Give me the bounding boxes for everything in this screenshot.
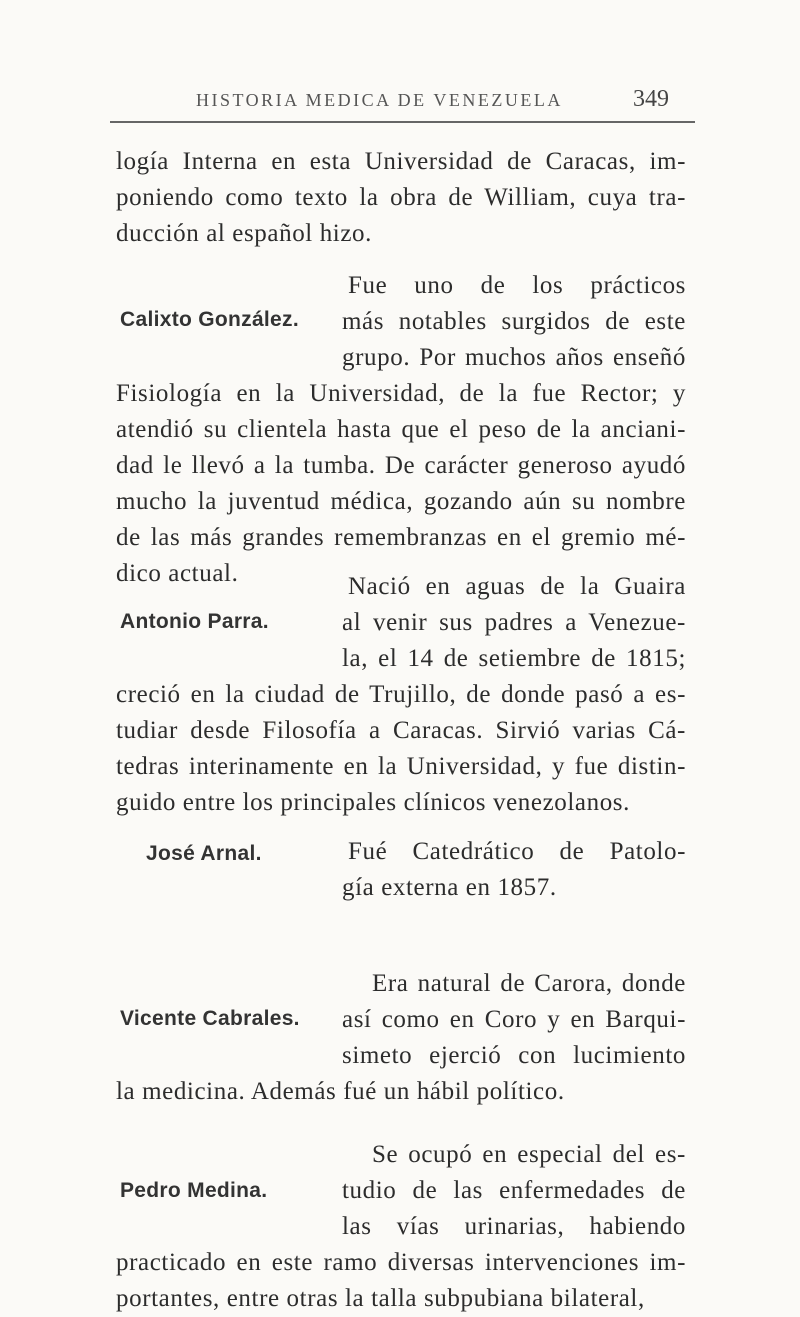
entry-name-pedro-medina: Pedro Medina. [120,1179,268,1202]
text-line: grupo. Por muchos años enseñó [342,344,686,371]
text-line: creció en la ciudad de Trujillo, de donde pasó a es- [116,681,686,708]
text-line: al venir sus padres a Venezue- [342,609,686,636]
text-line: poniendo como texto la obra de William, cuya tra- [116,184,686,211]
entry-body-text [116,376,686,592]
text-line: Nació en aguas de la Guaira [348,573,686,600]
entry-indented-text [342,834,686,906]
text-line: Fué Catedrático de Patolo- [348,838,686,865]
entry-name-antonio-parra: Antonio Parra. [120,610,269,633]
text-line: portantes, entre otras la talla subpubiana bilateral, [116,1285,645,1312]
text-line: tudiar desde Filosofía a Caracas. Sirvió varias Cá- [116,717,686,744]
intro-paragraph [116,144,686,252]
entry-body-text [116,1074,686,1110]
text-line: practicado en este ramo diversas intervenciones im- [116,1249,686,1276]
text-line: simeto ejerció con lucimiento [342,1042,686,1069]
text-line: dad le llevó a la tumba. De carácter generoso ayudó [116,452,686,479]
text-line: Fisiología en la Universidad, de la fue Rector; y [116,380,686,407]
entry-body-text [116,677,686,821]
text-line: ducción al español hizo. [116,220,372,247]
text-line: tudio de las enfermedades de [342,1177,686,1204]
text-line: así como en Coro y en Barqui- [342,1006,686,1033]
entry-name-vicente-cabrales: Vicente Cabrales. [120,1007,300,1030]
header-rule [110,121,695,123]
text-line: guido entre los principales clínicos venezolanos. [116,789,630,816]
entry-indented-text [342,966,686,1074]
text-line: gía externa en 1857. [342,874,557,901]
entry-indented-text [342,268,686,376]
entry-name-jose-arnal: José Arnal. [146,842,262,865]
text-line: más notables surgidos de este [342,308,686,335]
text-line: atendió su clientela hasta que el peso de la anciani- [116,416,686,443]
text-line: de las más grandes remembranzas en el gremio mé- [116,524,686,551]
text-line: la medicina. Además fué un hábil político. [116,1078,565,1105]
running-title: HISTORIA MEDICA DE VENEZUELA [196,90,563,110]
entry-indented-text [342,1137,686,1245]
text-line: tedras interinamente en la Universidad, y fue distin- [116,753,686,780]
text-line: mucho la juventud médica, gozando aún su nombre [116,488,686,515]
entry-body-text [116,1245,686,1317]
page-number: 349 [633,86,669,112]
entry-name-calixto-gonzalez: Calixto González. [120,308,299,331]
text-line: Fue uno de los prácticos [348,272,686,299]
text-line: las vías urinarias, habiendo [342,1213,686,1240]
text-line: logía Interna en esta Universidad de Caracas, im- [116,148,686,175]
text-line: dico actual. [116,560,239,587]
entry-indented-text [342,569,686,677]
text-line: Era natural de Carora, donde [372,970,686,997]
text-line: la, el 14 de setiembre de 1815; [342,645,686,672]
text-line: Se ocupó en especial del es- [372,1141,686,1168]
page-header [110,88,695,122]
